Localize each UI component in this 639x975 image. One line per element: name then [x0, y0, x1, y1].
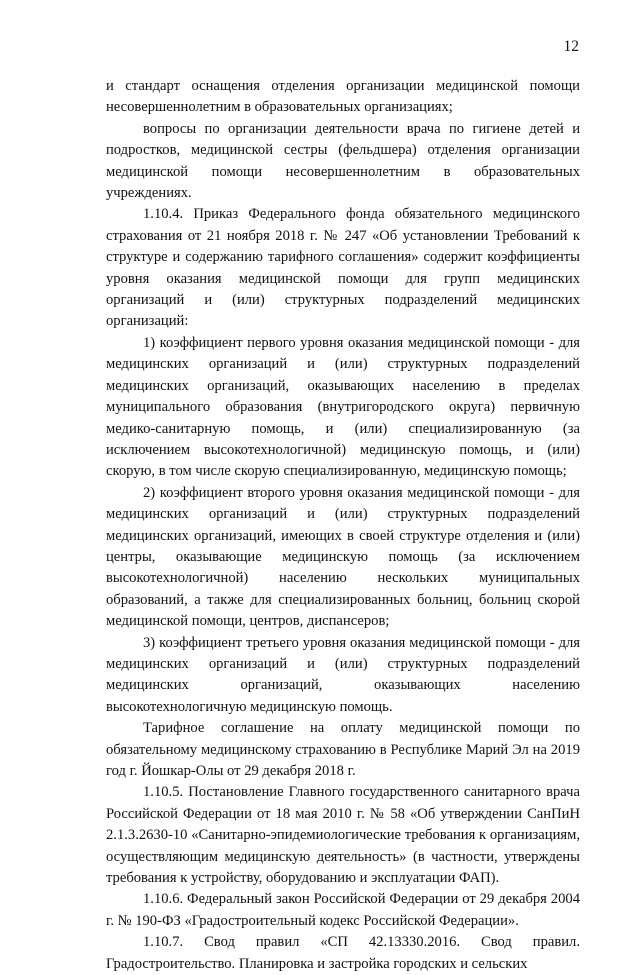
paragraph-level-2-coefficient: 2) коэффициент второго уровня оказания медицинской помощи - для медицинских организаций и (или) структурных подразделений медицинских организаций, имеющих в своей структуре отделения и (или) центры, оказывающие медицинскую помощь (за исключением высокотехнологичной) населению нескольких муниципальных образований, а также для специализированных больниц, больниц скорой медицинской помощи, центров, диспансеров; — [106, 484, 580, 630]
paragraph-hygiene-doctor: вопросы по организации деятельности врача по гигиене детей и подростков, медицинской сестры (фельдшера) отделения организации медицинской помощи несовершеннолетним в образовательных учреждениях. — [106, 120, 580, 202]
paragraph-tariff-agreement: Тарифное соглашение на оплату медицинской помощи по обязательному медицинскому страхованию в Республике Марий Эл на 2019 год г. Йошкар-Олы от 29 декабря 2018 г. — [106, 720, 580, 779]
document-body — [106, 76, 580, 975]
page-number: 12 — [563, 38, 579, 55]
paragraph-level-1-coefficient: 1) коэффициент первого уровня оказания медицинской помощи - для медицинских организаций и (или) структурных подразделений медицинских организаций, оказывающих населению в пределах муниципального образования (внутригородского округа) первичную медико-санитарную помощь, и (или) специализированную (за исключением высокотехнологичной) медицинскую помощь, и (или) скорую, в том числе скорую специализированную, медицинскую помощь; — [106, 334, 580, 480]
paragraph-resolution-1-10-5: 1.10.5. Постановление Главного государственного санитарного врача Российской Федерации от 18 мая 2010 г. № 58 «Об утверждении СанПиН 2.1.3.2630-10 «Санитарно-эпидемиологические требования к организациям, осуществляющим медицинскую деятельность» (в частности, утверждены требования к устройству, оборудованию и эксплуатации ФАП). — [106, 784, 580, 887]
paragraph-equipment-standard: и стандарт оснащения отделения организации медицинской помощи несовершеннолетним в образовательных организациях; — [106, 78, 580, 116]
paragraph-federal-law-1-10-6: 1.10.6. Федеральный закон Российской Федерации от 29 декабря 2004 г. № 190-ФЗ «Градостроительный кодекс Российской Федерации». — [106, 891, 580, 929]
paragraph-order-1-10-4: 1.10.4. Приказ Федерального фонда обязательного медицинского страхования от 21 ноября 2018 г. № 247 «Об установлении Требований к структуре и содержанию тарифного соглашения» содержит коэффициенты уровня оказания медицинской помощи для групп медицинских организаций и (или) структурных подразделений медицинских организаций: — [106, 206, 580, 330]
paragraph-level-3-coefficient: 3) коэффициент третьего уровня оказания медицинской помощи - для медицинских организаций и (или) структурных подразделений медицинских организаций, оказывающих населению высокотехнологичную медицинскую помощь. — [106, 634, 580, 715]
paragraph-code-of-rules-1-10-7: 1.10.7. Свод правил «СП 42.13330.2016. Свод правил. Градостроительство. Планировка и застройка городских и сельских — [106, 934, 580, 972]
